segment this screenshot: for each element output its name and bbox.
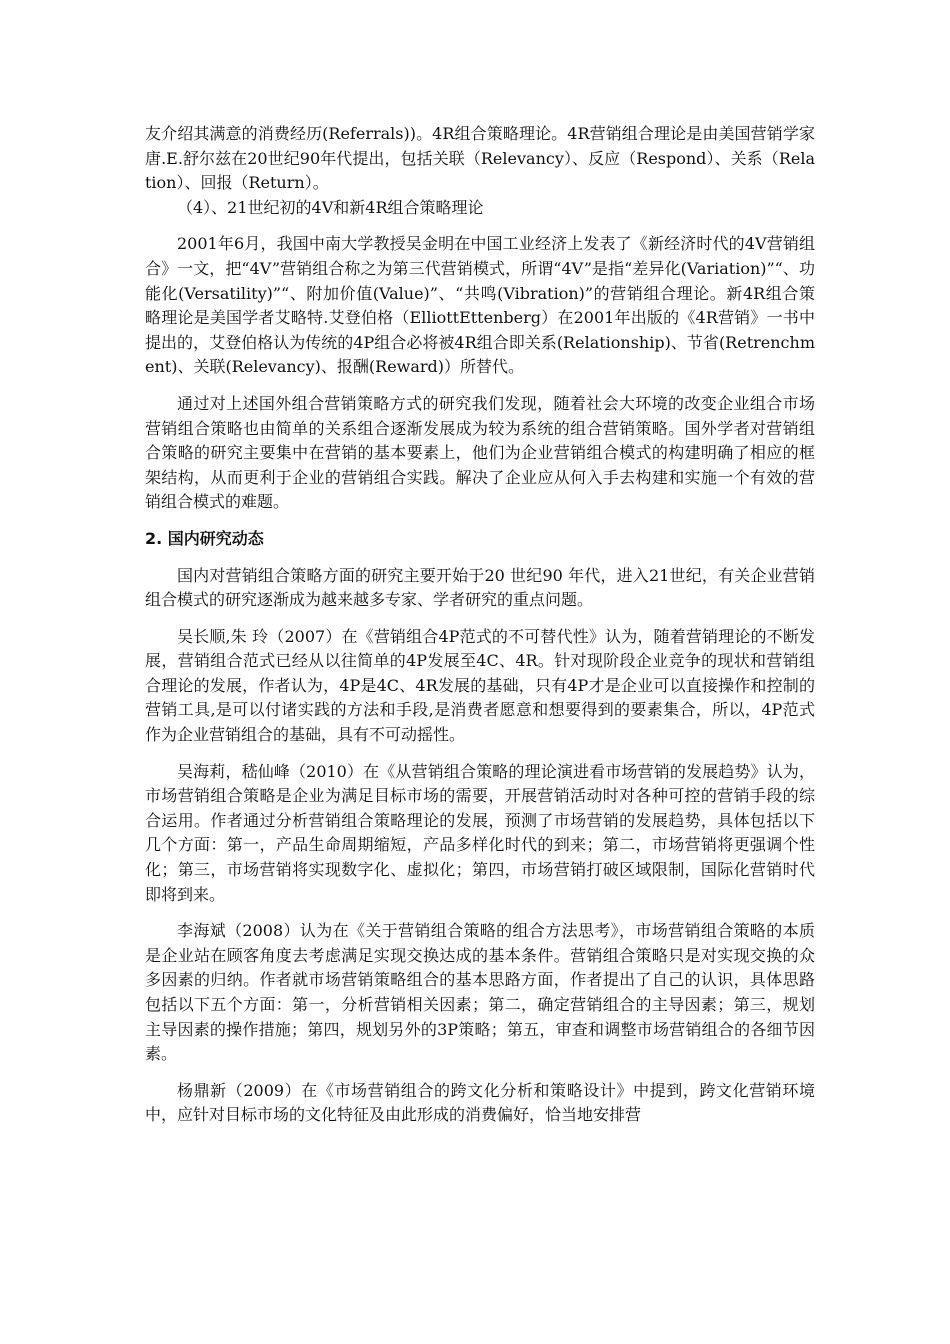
section-heading-domestic-research: 2. 国内研究动态 [145, 528, 264, 548]
paragraph-domestic-intro: 国内对营销组合策略方面的研究主要开始于20 世纪90 年代，进入21世纪，有关企业营销组合模式的研究逐渐成为越来越多专家、学者研究的重点问题。 [145, 565, 815, 610]
document-page [145, 122, 815, 1128]
paragraph-wu-changshun: 吴长顺,朱 玲（2007）在《营销组合4P范式的不可替代性》认为，随着营销理论的不断发展，营销组合范式已经从以往简单的4P发展至4C、4R。针对现阶段企业竞争的现状和营销组合理论的发展，作者认为，4P是4C、4R发展的基础，只有4P才是企业可以直接操作和控制的营销工具,是可以付诸实践的方法和手段,是消费者愿意和想要得到的要素集合，所以，4P范式作为企业营销组合的基础，具有不可动摇性。 [145, 626, 815, 745]
paragraph-foreign-research-summary: 通过对上述国外组合营销策略方式的研究我们发现，随着社会大环境的改变企业组合市场营销组合策略也由简单的关系组合逐渐发展成为较为系统的组合营销策略。国外学者对营销组合策略的研究主要集中在营销的基本要素上，他们为企业营销组合模式的构建明确了相应的框架结构，从而更利于企业的营销组合实践。解决了企业应从何入手去构建和实施一个有效的营销组合模式的难题。 [145, 393, 815, 512]
paragraph-wu-haili: 吴海莉，嵇仙峰（2010）在《从营销组合策略的理论演进看市场营销的发展趋势》认为，市场营销组合策略是企业为满足目标市场的需要，开展营销活动时对各种可控的营销手段的综合运用。作者通过分析营销组合策略理论的发展，预测了市场营销的发展趋势，具体包括以下几个方面：第一，产品生命周期缩短，产品多样化时代的到来；第二，市场营销将更强调个性化；第三，市场营销将实现数字化、虚拟化；第四，市场营销打破区域限制，国际化营销时代即将到来。 [145, 761, 815, 904]
paragraph-4v-marketing: 2001年6月，我国中南大学教授吴金明在中国工业经济上发表了《新经济时代的4V营销组合》一文，把“4V”营销组合称之为第三代营销模式，所谓“4V”是指“差异化(Variation)”“、功能化(Versatility)”“、附加价值(Value)”、“共鸣(Vibration)”的营销组合理论。新4R组合策略理论是美国学者艾略特.艾登伯格（ElliottEttenberg）在2001年出版的《4R营销》一书中提出的，艾登伯格认为传统的4P组合必将被4R组合即关系(Relationship)、节省(Retrenchment)、关联(Relevancy)、报酬(Reward)）所替代。 [145, 234, 815, 377]
paragraph-yang-dingxin: 杨鼎新（2009）在《市场营销组合的跨文化分析和策略设计》中提到，跨文化营销环境中，应针对目标市场的文化特征及由此形成的消费偏好，恰当地安排营 [145, 1080, 815, 1125]
paragraph-li-haibin: 李海斌（2008）认为在《关于营销组合策略的组合方法思考》，市场营销组合策略的本质是企业站在顾客角度去考虑满足实现交换达成的基本条件。营销组合策略只是对实现交换的众多因素的归纳。作者就市场营销策略组合的基本思路方面，作者提出了自己的认识，具体思路包括以下五个方面：第一，分析营销相关因素；第二，确定营销组合的主导因素；第三，规划主导因素的操作措施；第四，规划另外的3P策略；第五，审查和调整市场营销组合的各细节因素。 [145, 921, 815, 1064]
subheading-4v-new-4r: （4）、21世纪初的4V和新4R组合策略理论 [177, 197, 484, 217]
paragraph-4r-theory-continued: 友介绍其满意的消费经历(Referrals))。4R组合策略理论。4R营销组合理论是由美国营销学家唐.E.舒尔兹在20世纪90年代提出，包括关联（Relevancy）、反应（Respond）、关系（Relation）、回报（Return）。 [145, 124, 815, 193]
